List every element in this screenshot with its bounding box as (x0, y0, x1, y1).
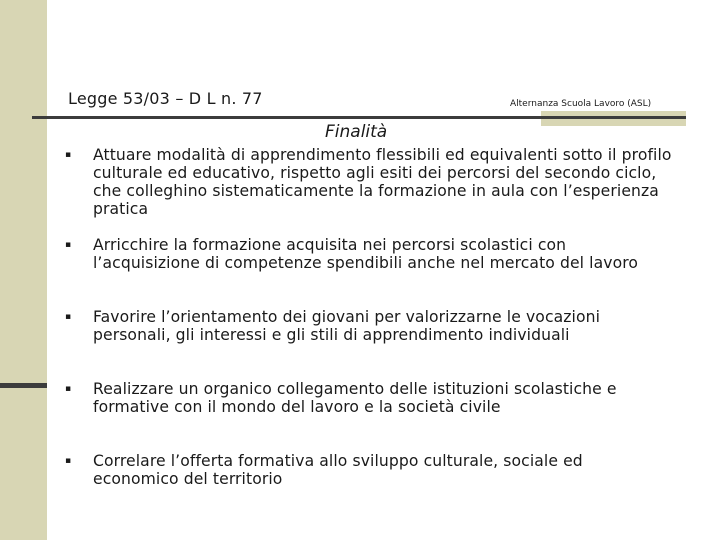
bullet-text: Arricchire la formazione acquisita nei percorsi scolastici con l’acquisizione di competenze spendibili anche nel mercato del lavoro (93, 236, 639, 272)
bullet-marker: ▪ (65, 456, 72, 466)
bullet-text: Correlare l’offerta formativa allo sviluppo culturale, sociale ed economico del territorio (93, 452, 583, 488)
bullet-marker: ▪ (65, 240, 72, 250)
bullet-marker: ▪ (65, 312, 72, 322)
left-decorative-band (0, 0, 47, 540)
bullet-text: Favorire l’orientamento dei giovani per valorizzarne le vocazioni personali, gli interessi e gli stili di apprendimento individuali (93, 308, 601, 344)
header-divider (32, 116, 686, 119)
bullet-marker: ▪ (65, 384, 72, 394)
slide-header-subtitle: Alternanza Scuola Lavoro (ASL) (510, 99, 652, 109)
bullet-text: Realizzare un organico collegamento delle istituzioni scolastiche e formative con il mondo del lavoro e la società civile (93, 380, 617, 416)
bullet-text: Attuare modalità di apprendimento flessibili ed equivalenti sotto il profilo culturale ed educativo, rispetto agli esiti dei percorsi del secondo ciclo, che colleghino sistematicamente la formazione in aula con l’esperienza pratica (93, 146, 672, 218)
section-heading: Finalità (325, 122, 388, 142)
bullet-marker: ▪ (65, 150, 72, 160)
left-accent-bar (0, 383, 47, 388)
slide-header-title: Legge 53/03 – D L n. 77 (68, 89, 263, 108)
